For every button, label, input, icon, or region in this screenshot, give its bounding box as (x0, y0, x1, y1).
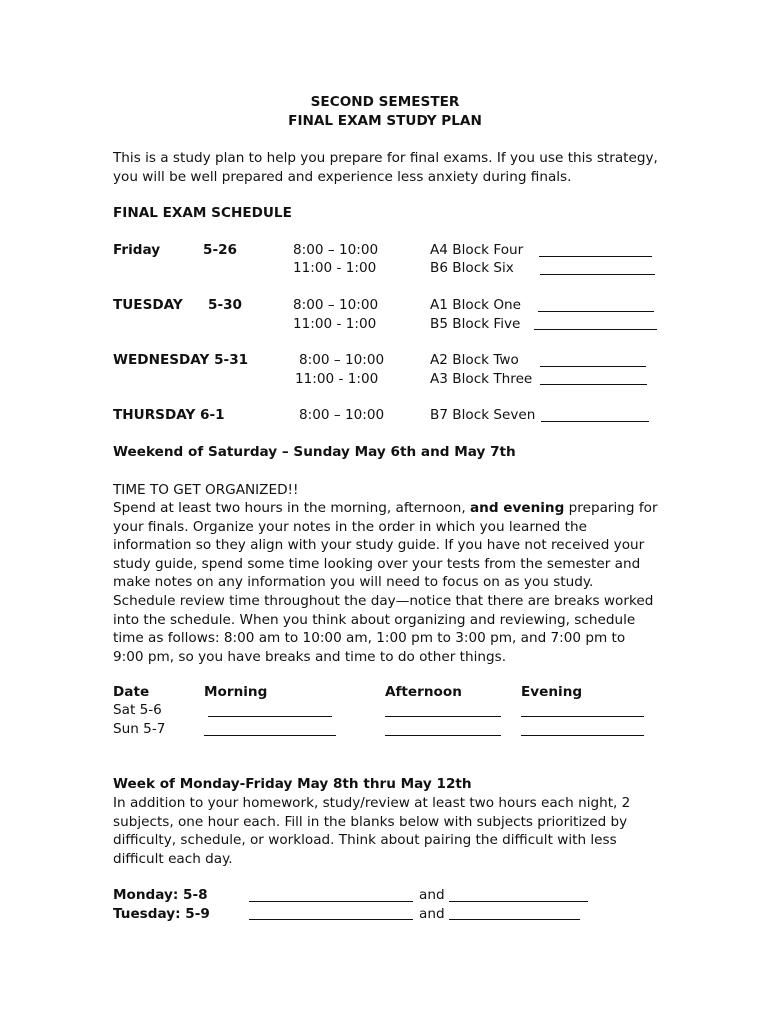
schedule-date: 5-30 (208, 297, 243, 313)
schedule-blank[interactable] (540, 384, 647, 385)
schedule-class: A2 Block Two (430, 352, 519, 368)
weekday-label: Tuesday: 5-9 (113, 906, 210, 922)
schedule-time: 8:00 – 10:00 (299, 407, 385, 423)
table-blank-afternoon[interactable] (385, 716, 501, 717)
table-header-evening: Evening (521, 684, 583, 700)
schedule-blank[interactable] (540, 274, 655, 275)
weekday-joiner: and (419, 887, 445, 903)
schedule-class: A1 Block One (430, 297, 522, 313)
table-header-date: Date (113, 684, 150, 700)
schedule-date: 5-26 (203, 242, 238, 258)
schedule-time: 11:00 - 1:00 (293, 260, 377, 276)
schedule-class: B6 Block Six (430, 260, 514, 276)
week-heading: Week of Monday-Friday May 8th thru May 12th (113, 776, 472, 792)
organized-paragraph (113, 499, 658, 666)
title-line-1: SECOND SEMESTER (310, 94, 460, 110)
schedule-class: B7 Block Seven (430, 407, 536, 423)
schedule-blank[interactable] (539, 256, 652, 257)
schedule-class: A4 Block Four (430, 242, 524, 258)
weekday-blank-2[interactable] (449, 901, 588, 902)
organized-emphasis: and evening (469, 500, 565, 516)
schedule-time: 8:00 – 10:00 (299, 352, 385, 368)
schedule-time: 8:00 – 10:00 (293, 297, 379, 313)
schedule-day: WEDNESDAY 5-31 (113, 352, 249, 368)
weekday-joiner: and (419, 906, 445, 922)
organized-heading: TIME TO GET ORGANIZED!! (113, 482, 299, 498)
schedule-blank[interactable] (538, 311, 654, 312)
schedule-time: 11:00 - 1:00 (293, 316, 377, 332)
schedule-class: A3 Block Three (430, 371, 533, 387)
weekday-blank-1[interactable] (249, 919, 413, 920)
table-blank-evening[interactable] (521, 735, 644, 736)
organized-text: Spend at least two hours in the morning, afternoon, (113, 500, 470, 516)
schedule-day: THURSDAY 6-1 (113, 407, 225, 423)
schedule-heading: FINAL EXAM SCHEDULE (113, 205, 292, 221)
table-blank-morning[interactable] (208, 716, 332, 717)
schedule-blank[interactable] (541, 421, 649, 422)
title-line-2: FINAL EXAM STUDY PLAN (288, 113, 482, 129)
table-blank-afternoon[interactable] (385, 735, 501, 736)
weekday-blank-2[interactable] (449, 919, 580, 920)
weekend-heading: Weekend of Saturday – Sunday May 6th and May 7th (113, 444, 516, 460)
schedule-day: Friday (113, 242, 161, 258)
weekday-label: Monday: 5-8 (113, 887, 208, 903)
organized-text: preparing for your finals. Organize your notes in the order in which you learned the information so they align with your study guide. If you have not received your study guide, spend some time looking over your tests from the semester and make notes on any information you will need to focus on as you study. Schedule review time throughout the day—notice that there are breaks worked into the schedule. When you think about organizing and reviewing, schedule time as follows: 8:00 am to 10:00 am, 1:00 pm to 3:00 pm, and 7:00 pm to 9:00 pm, so you have breaks and time to do other things. (113, 500, 658, 665)
week-paragraph: In addition to your homework, study/review at least two hours each night, 2 subjects, one hour each. Fill in the blanks below with subjects prioritized by difficulty, schedule, or workload. Think about pairing the difficult with less difficult each day. (113, 795, 631, 867)
schedule-blank[interactable] (534, 329, 657, 330)
table-blank-evening[interactable] (521, 716, 644, 717)
intro-paragraph: This is a study plan to help you prepare for final exams. If you use this strategy, you will be well prepared and experience less anxiety during finals. (113, 150, 658, 185)
table-row-label: Sun 5-7 (113, 721, 166, 737)
weekday-blank-1[interactable] (249, 901, 413, 902)
schedule-blank[interactable] (540, 366, 646, 367)
table-blank-morning[interactable] (204, 735, 336, 736)
table-header-afternoon: Afternoon (385, 684, 462, 700)
schedule-time: 11:00 - 1:00 (295, 371, 379, 387)
schedule-class: B5 Block Five (430, 316, 521, 332)
schedule-time: 8:00 – 10:00 (293, 242, 379, 258)
table-header-morning: Morning (204, 684, 268, 700)
schedule-day: TUESDAY (113, 297, 183, 313)
table-row-label: Sat 5-6 (113, 702, 162, 718)
